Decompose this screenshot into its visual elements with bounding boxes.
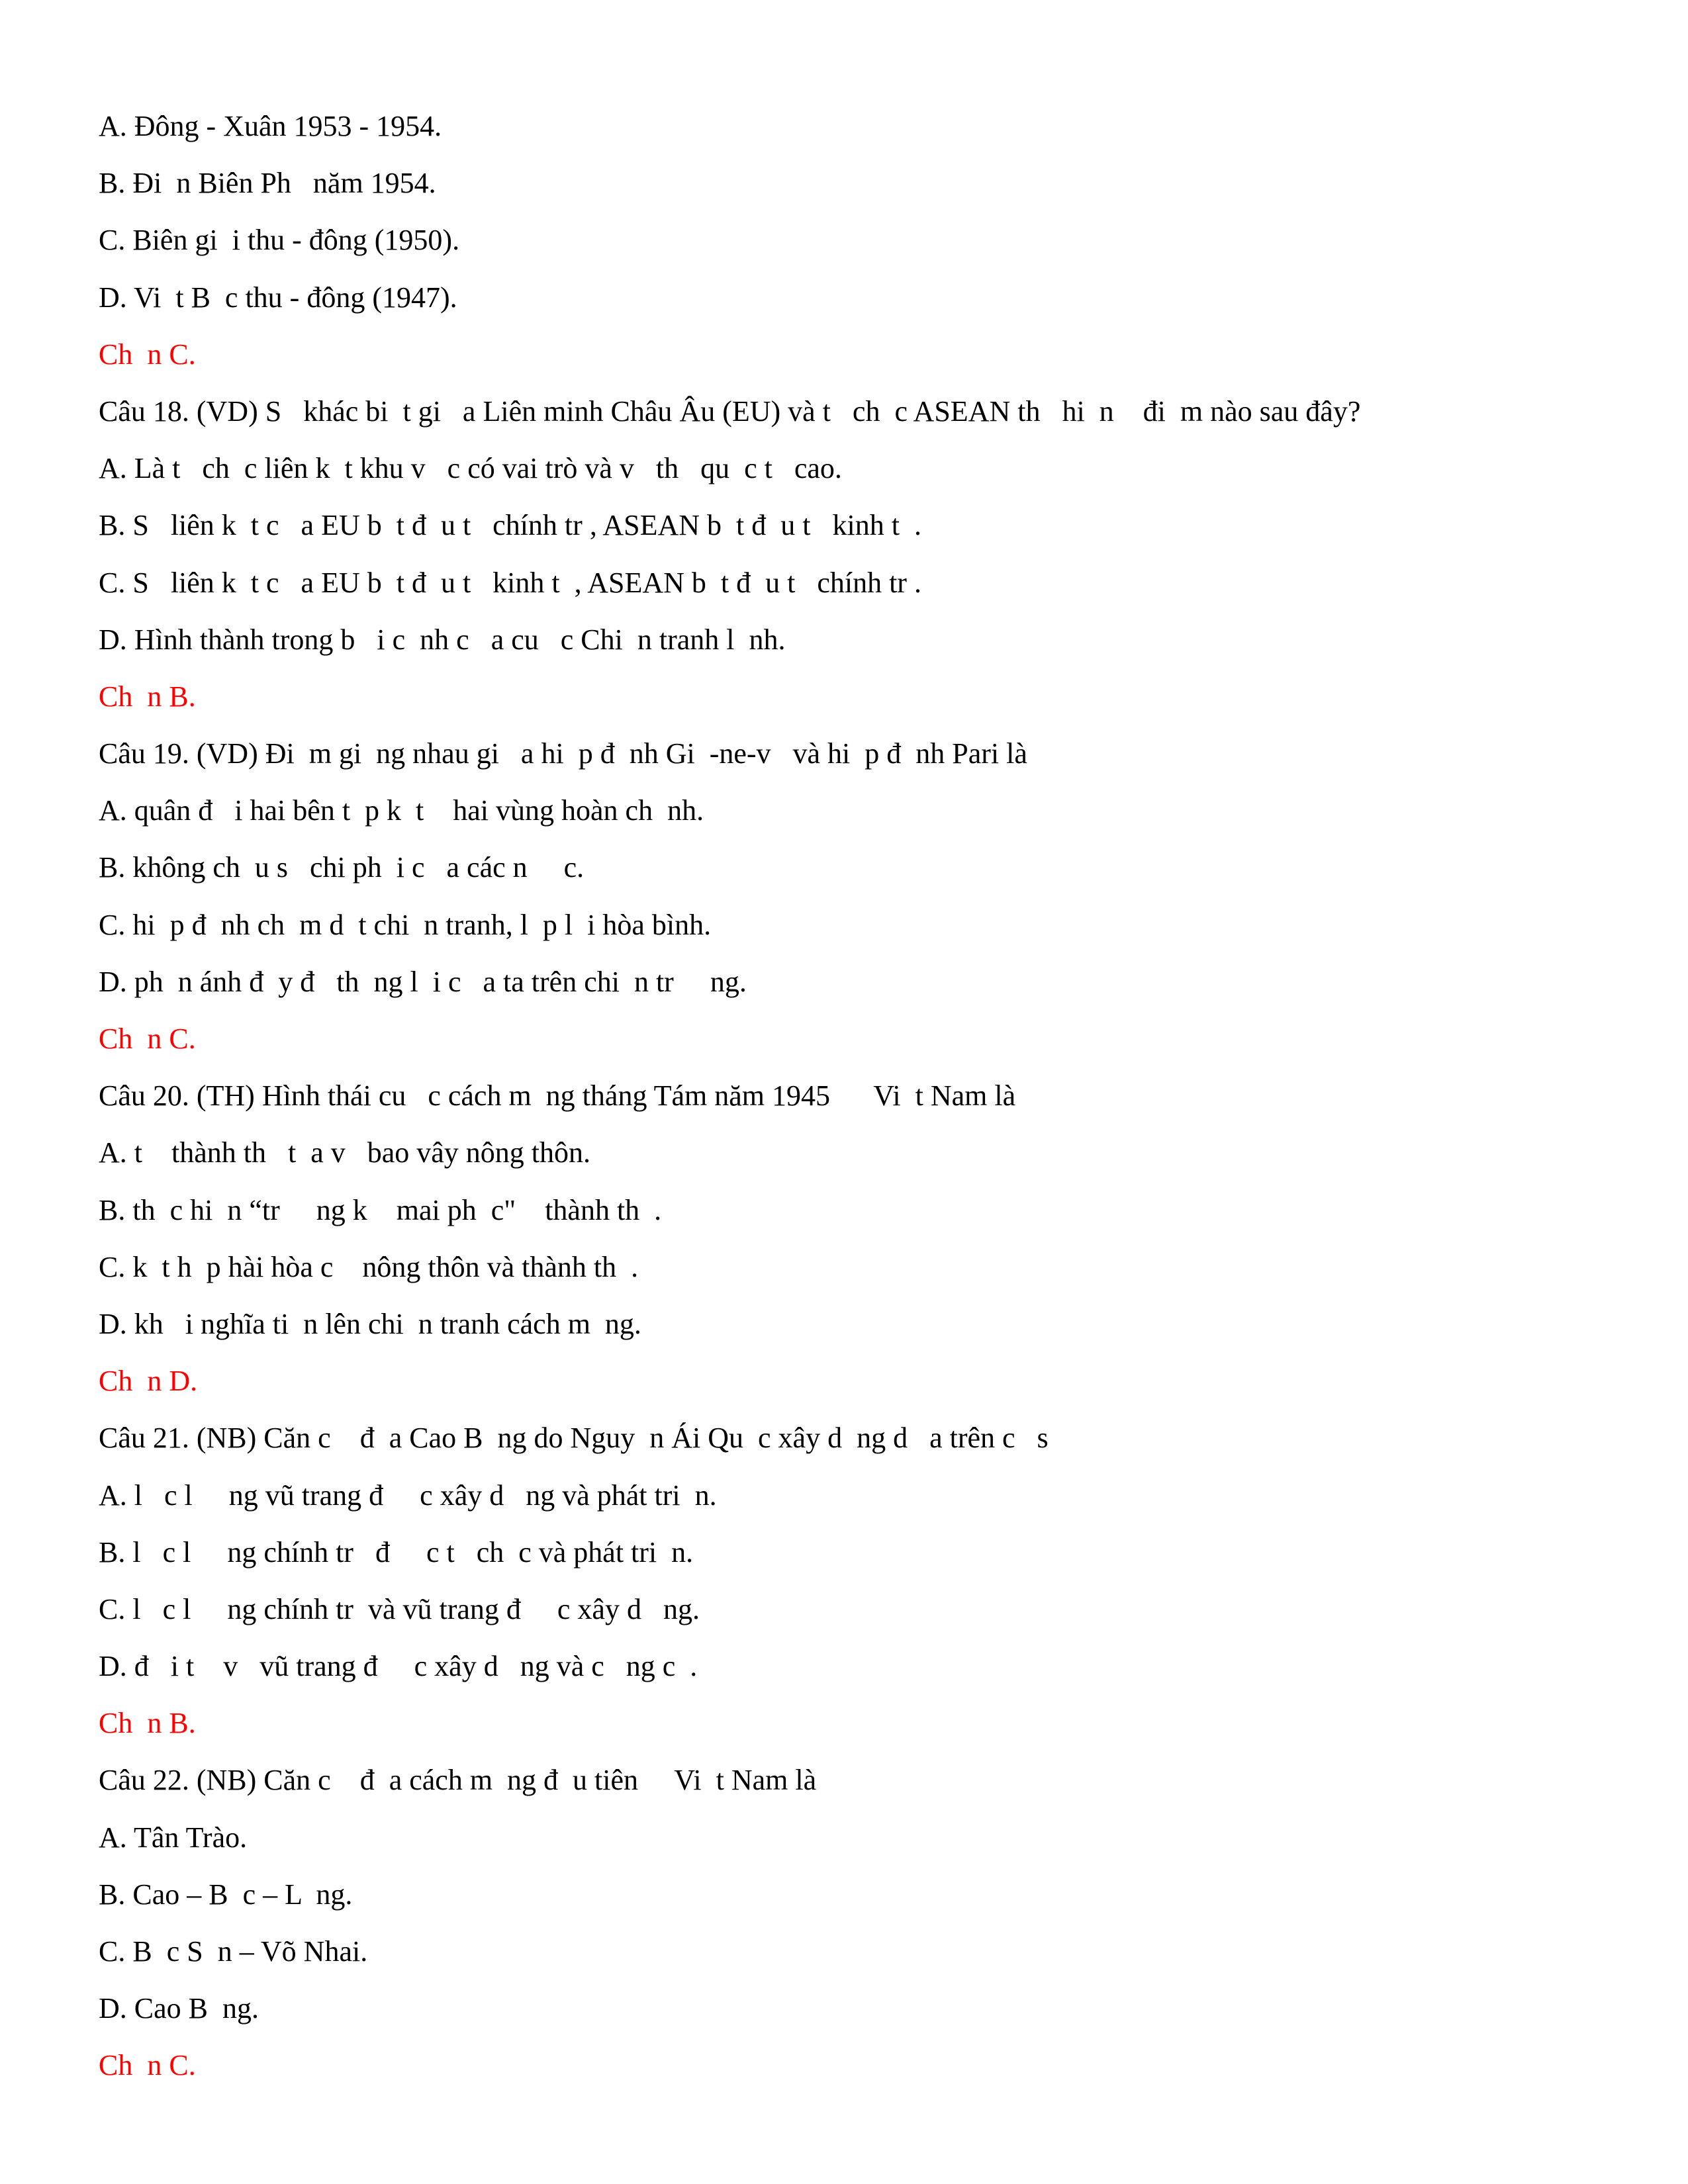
- answer-19: Ch n C.: [99, 1023, 196, 1055]
- option-21-d: D. đ i t v vũ trang đ c xây d ng và c ng c .: [99, 1650, 698, 1683]
- option-19-d: D. ph n ánh đ y đ th ng l i c a ta trên chi n tr ng.: [99, 965, 747, 998]
- option-20-d: D. kh i nghĩa ti n lên chi n tranh cách m ng.: [99, 1307, 641, 1340]
- option-17-a: A. Đông - Xuân 1953 - 1954.: [99, 110, 442, 142]
- option-18-a: A. Là t ch c liên k t khu v c có vai trò và v th qu c t cao.: [99, 452, 842, 485]
- option-17-d: D. Vi t B c thu - đông (1947).: [99, 281, 457, 314]
- option-22-b: B. Cao – B c – L ng.: [99, 1878, 353, 1911]
- answer-22: Ch n C.: [99, 2049, 196, 2082]
- question-19: Câu 19. (VD) Đi m gi ng nhau gi a hi p đ nh Gi -ne-v và hi p đ nh Pari là: [99, 737, 1027, 770]
- question-21: Câu 21. (NB) Căn c đ a Cao B ng do Nguy n Ái Qu c xây d ng d a trên c s: [99, 1422, 1049, 1455]
- option-19-b: B. không ch u s chi ph i c a các n c.: [99, 851, 585, 884]
- answer-18: Ch n B.: [99, 680, 196, 713]
- option-18-b: B. S liên k t c a EU b t đ u t chính tr , ASEAN b t đ u t kinh t .: [99, 509, 921, 542]
- question-18: Câu 18. (VD) S khác bi t gi a Liên minh Châu Âu (EU) và t ch c ASEAN th hi n đi m nào sau đây?: [99, 394, 1361, 428]
- option-22-d: D. Cao B ng.: [99, 1992, 259, 2025]
- option-20-a: A. t thành th t a v bao vây nông thôn.: [99, 1136, 591, 1169]
- option-21-b: B. l c l ng chính tr đ c t ch c và phát tri n.: [99, 1535, 694, 1569]
- question-22: Câu 22. (NB) Căn c đ a cách m ng đ u tiên Vi t Nam là: [99, 1764, 817, 1797]
- option-22-a: A. Tân Trào.: [99, 1821, 248, 1854]
- document-page: [99, 98, 1595, 2095]
- answer-20: Ch n D.: [99, 1365, 198, 1398]
- option-21-c: C. l c l ng chính tr và vũ trang đ c xây d ng.: [99, 1592, 700, 1625]
- answer-21: Ch n B.: [99, 1707, 196, 1740]
- option-19-c: C. hi p đ nh ch m d t chi n tranh, l p l i hòa bình.: [99, 908, 712, 941]
- option-19-a: A. quân đ i hai bên t p k t hai vùng hoàn ch nh.: [99, 794, 704, 827]
- answer-17: Ch n C.: [99, 338, 196, 371]
- option-18-d: D. Hình thành trong b i c nh c a cu c Chi n tranh l nh.: [99, 623, 786, 656]
- option-18-c: C. S liên k t c a EU b t đ u t kinh t , ASEAN b t đ u t chính tr .: [99, 566, 921, 599]
- question-20: Câu 20. (TH) Hình thái cu c cách m ng tháng Tám năm 1945 Vi t Nam là: [99, 1079, 1016, 1113]
- option-22-c: C. B c S n – Võ Nhai.: [99, 1935, 368, 1968]
- option-20-c: C. k t h p hài hòa c nông thôn và thành th .: [99, 1250, 639, 1283]
- option-20-b: B. th c hi n “tr ng k mai ph c" thành th .: [99, 1193, 662, 1226]
- option-17-b: B. Đi n Biên Ph năm 1954.: [99, 167, 436, 200]
- option-21-a: A. l c l ng vũ trang đ c xây d ng và phát tri n.: [99, 1479, 717, 1512]
- option-17-c: C. Biên gi i thu - đông (1950).: [99, 224, 460, 257]
